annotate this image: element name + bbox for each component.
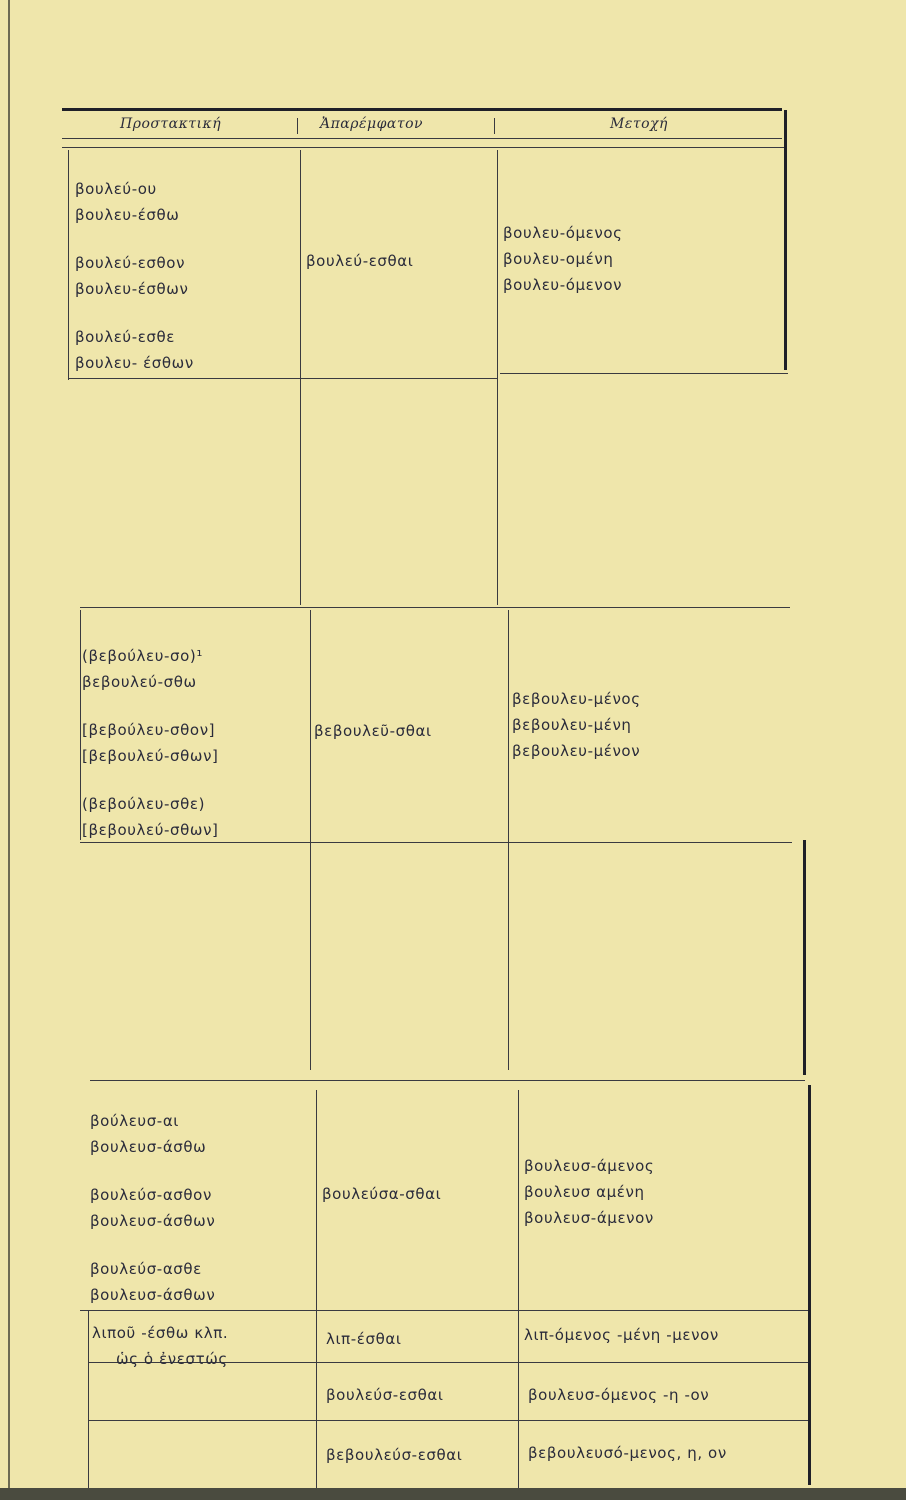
aorist-infinitive: βουλεύσα-σθαι — [322, 1185, 442, 1203]
aorist2-infinitive: λιπ-έσθαι — [326, 1330, 402, 1348]
present-imperative-4: βουλευ-έσθων — [75, 280, 189, 298]
future-infinitive: βουλεύσ-εσθαι — [326, 1386, 444, 1404]
perfect-participle-2: βεβουλευ-μένη — [512, 716, 632, 734]
present-imperative-5: βουλεύ-εσθε — [75, 328, 176, 346]
right-border-mid — [803, 840, 806, 1075]
header-rule — [62, 138, 782, 139]
perfect-imperative-1: (βεβούλευ-σο)¹ — [82, 647, 203, 665]
header-infinitive: Ἀπαρέμφατον — [320, 116, 424, 132]
aorist2-imperative — [92, 1320, 228, 1372]
col-rule-right-3 — [518, 1090, 519, 1490]
header-divider-1 — [297, 118, 298, 134]
aorist-imperative-4: βουλευσ-άσθων — [90, 1212, 216, 1230]
col-rule-mid-3 — [316, 1090, 317, 1490]
col-rule-left-3 — [88, 1310, 89, 1490]
col-rule-left-1 — [68, 150, 69, 380]
row-rule-1 — [68, 378, 498, 379]
row-rule-7 — [88, 1420, 808, 1421]
perfect-imperative-3: [βεβούλευ-σθον] — [82, 721, 216, 739]
present-participle — [503, 220, 623, 298]
right-border-bottom — [808, 1085, 811, 1485]
row-rule-5 — [80, 1310, 808, 1311]
perfect-imperative — [82, 643, 219, 843]
header-imperative: Προστακτική — [120, 116, 222, 132]
aorist2-imperative-1: λιποῦ -έσθω κλπ. — [92, 1324, 229, 1342]
present-participle-3: βουλευ-όμενον — [503, 276, 623, 294]
aorist-participle-3: βουλευσ-άμενον — [524, 1209, 654, 1227]
present-participle-1: βουλευ-όμενος — [503, 224, 623, 242]
row-rule-4 — [90, 1080, 805, 1081]
page-left-edge — [8, 0, 10, 1500]
perfect-infinitive: βεβουλεῦ-σθαι — [314, 722, 432, 740]
right-border-top — [784, 110, 787, 370]
present-imperative-3: βουλεύ-εσθον — [75, 254, 186, 272]
perfect-participle-1: βεβουλευ-μένος — [512, 690, 641, 708]
future-perfect-infinitive: βεβουλεύσ-εσθαι — [326, 1446, 463, 1464]
present-imperative-1: βουλεύ-ου — [75, 180, 157, 198]
perfect-participle — [512, 686, 641, 764]
present-imperative-2: βουλευ-έσθω — [75, 206, 180, 224]
aorist-imperative-1: βούλευσ-αι — [90, 1112, 179, 1130]
col-rule-left-2 — [80, 610, 81, 840]
perfect-imperative-5: (βεβούλευ-σθε) — [82, 795, 206, 813]
perfect-imperative-6: [βεβουλεύ-σθων] — [82, 821, 219, 839]
aorist-imperative-6: βουλευσ-άσθων — [90, 1286, 216, 1304]
aorist2-imperative-2: ὡς ὁ ἐνεστώς — [116, 1350, 228, 1368]
aorist-participle-2: βουλευσ αμένη — [524, 1183, 645, 1201]
header-participle: Μετοχή — [610, 116, 668, 132]
row-rule-2 — [80, 607, 790, 608]
aorist-imperative — [90, 1108, 215, 1308]
future-participle: βουλευσ-όμενος -η -ον — [528, 1386, 710, 1404]
aorist2-participle: λιπ-όμενος -μένη -μενον — [524, 1326, 719, 1344]
aorist-imperative-3: βουλεύσ-ασθον — [90, 1186, 212, 1204]
top-rule — [62, 108, 782, 111]
aorist-imperative-2: βουλευσ-άσθω — [90, 1138, 207, 1156]
row-rule-1b — [500, 373, 788, 374]
header-divider-2 — [494, 118, 495, 134]
bottom-edge-shadow — [0, 1488, 906, 1500]
present-infinitive: βουλεύ-εσθαι — [306, 252, 414, 270]
perfect-imperative-4: [βεβουλεύ-σθων] — [82, 747, 219, 765]
aorist-participle-1: βουλευσ-άμενος — [524, 1157, 655, 1175]
col-rule-mid-2 — [310, 610, 311, 1070]
aorist-imperative-5: βουλεύσ-ασθε — [90, 1260, 202, 1278]
aorist-participle — [524, 1153, 654, 1231]
perfect-participle-3: βεβουλευ-μένον — [512, 742, 641, 760]
present-imperative-6: βουλευ- έσθων — [75, 354, 194, 372]
future-perfect-participle: βεβουλευσό-μενος, η, ον — [528, 1444, 727, 1462]
present-participle-2: βουλευ-ομένη — [503, 250, 614, 268]
perfect-imperative-2: βεβουλεύ-σθω — [82, 673, 197, 691]
present-imperative — [75, 176, 194, 376]
header-rule-2 — [62, 147, 784, 148]
col-rule-right-2 — [508, 610, 509, 1070]
